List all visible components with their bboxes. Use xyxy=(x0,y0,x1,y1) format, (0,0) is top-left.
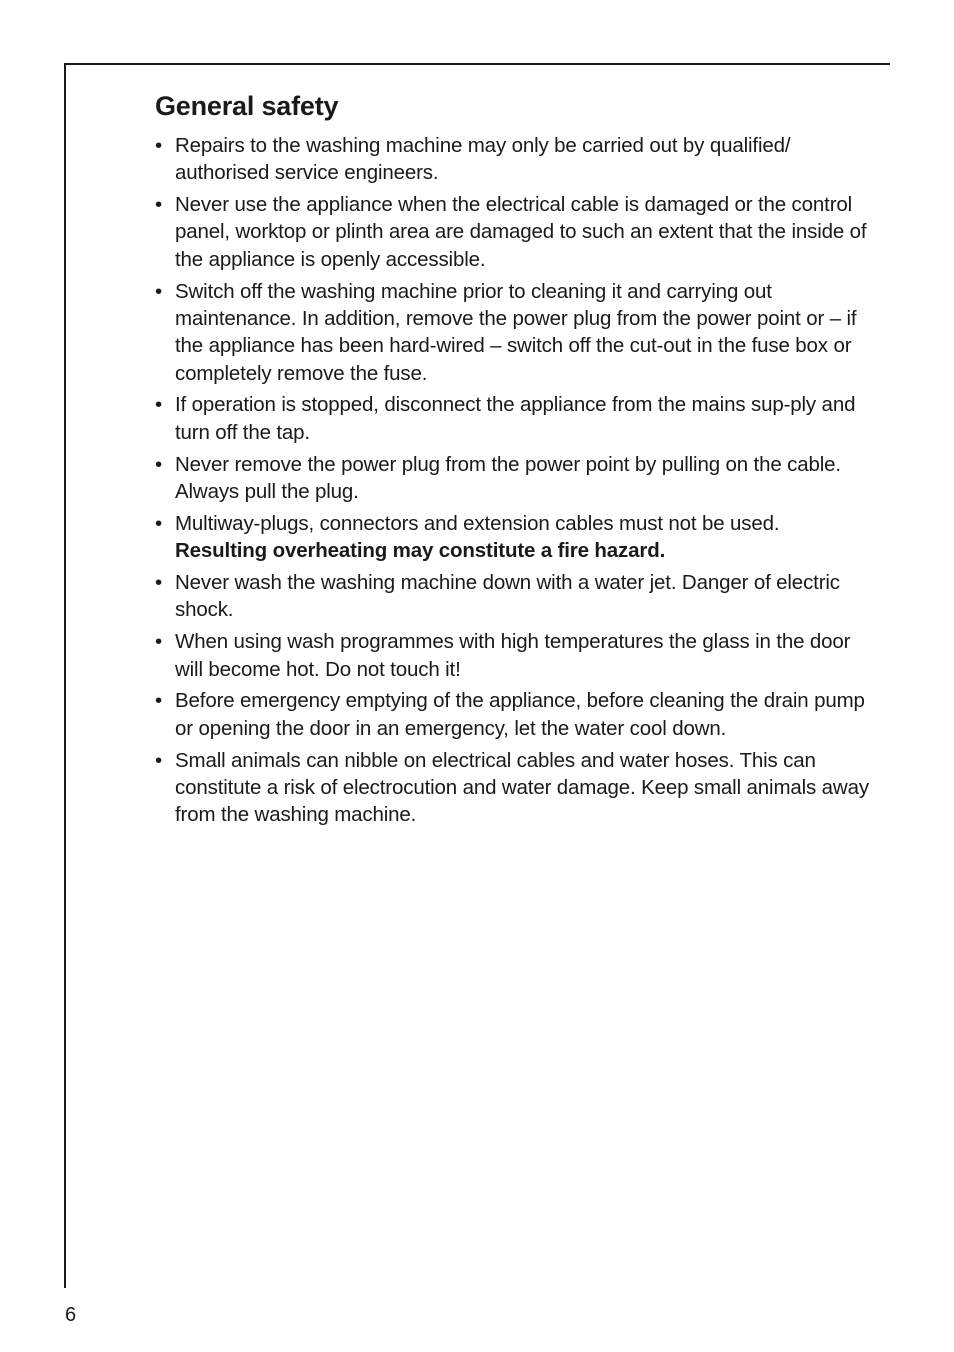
list-item-text: Repairs to the washing machine may only be carried out by qualified/ authorised service engineers. xyxy=(175,134,791,185)
list-item-text: Multiway-plugs, connectors and extension cables must not be used. xyxy=(175,511,780,535)
list-item xyxy=(155,687,870,742)
list-item xyxy=(155,451,870,506)
list-item xyxy=(155,747,870,829)
frame-top-rule xyxy=(64,63,890,65)
bullet-icon: • xyxy=(155,571,163,595)
list-item xyxy=(155,510,870,565)
list-item xyxy=(155,132,870,187)
bullet-icon: • xyxy=(155,134,163,157)
list-item-text: When using wash programmes with high temperatures the glass in the door will become hot. Do not touch it! xyxy=(175,630,851,681)
bullet-icon: • xyxy=(155,689,163,713)
list-item-text: Before emergency emptying of the appliance, before cleaning the drain pump or opening the door in an emergency, let the water cool down. xyxy=(175,689,865,740)
main-content xyxy=(155,88,870,833)
list-item xyxy=(155,569,870,624)
list-item-text: Small animals can nibble on electrical cables and water hoses. This can constitute a risk of electrocution and water damage. Keep small animals away from the washing machine. xyxy=(175,748,869,827)
list-item-text: Never use the appliance when the electrical cable is damaged or the control panel, worktop or plinth area are damaged to such an extent that the inside of the appliance is openly accessible. xyxy=(175,193,867,271)
list-item-text: Never wash the washing machine down with a water jet. Danger of electric shock. xyxy=(175,571,840,622)
list-item-text: If operation is stopped, disconnect the appliance from the mains sup-ply and turn off the tap. xyxy=(175,393,856,444)
list-item xyxy=(155,628,870,683)
safety-list xyxy=(155,132,870,828)
bullet-icon: • xyxy=(155,193,163,217)
bullet-icon: • xyxy=(155,630,163,654)
frame-left-rule xyxy=(64,63,66,1288)
list-item xyxy=(155,278,870,387)
page-title: General safety xyxy=(155,91,339,121)
bullet-icon: • xyxy=(155,452,163,476)
page-number: 6 xyxy=(65,1304,77,1326)
bullet-icon: • xyxy=(155,748,163,772)
bullet-icon: • xyxy=(155,393,163,417)
list-item-text: Never remove the power plug from the power point by pulling on the cable. Always pull the plug. xyxy=(175,452,841,503)
fire-hazard-warning: Resulting overheating may constitute a fire hazard. xyxy=(175,539,666,563)
list-item xyxy=(155,191,870,273)
bullet-icon: • xyxy=(155,279,163,303)
list-item-text: Switch off the washing machine prior to cleaning it and carrying out maintenance. In addition, remove the power plug from the power point or – if the appliance has been hard-wired – switch off the cut-out in the fuse box or completely remove the fuse. xyxy=(175,279,857,385)
bullet-icon: • xyxy=(155,511,163,535)
list-item xyxy=(155,391,870,446)
